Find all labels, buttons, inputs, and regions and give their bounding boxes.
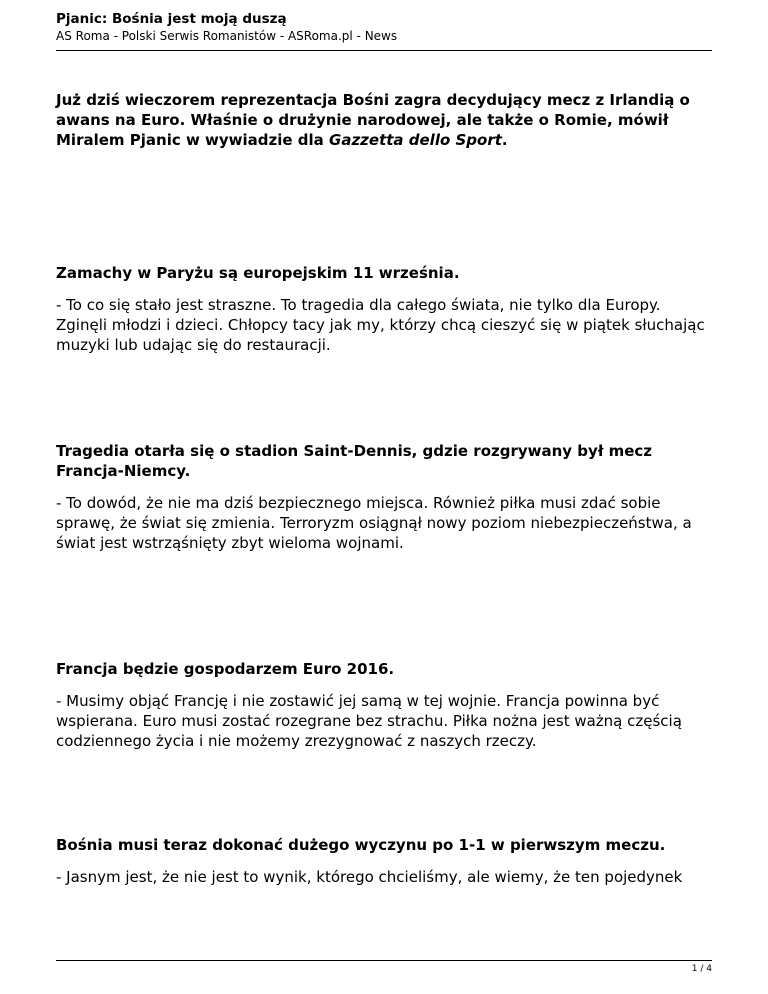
article-lead <box>56 90 716 150</box>
interview-section <box>56 835 716 887</box>
interview-answer: - Musimy objąć Francję i nie zostawić jej samą w tej wojnie. Francja powinna być wspierana. Euro musi zostać rozegrane bez strachu. Piłka nożna jest ważną częścią codziennego życia i nie możemy zrezygnować z naszych rzeczy. <box>56 692 682 750</box>
interview-section <box>56 659 716 751</box>
lead-text: Już dziś wieczorem reprezentacja Bośni zagra decydujący mecz z Irlandią o awans na Euro. Właśnie o drużynie narodowej, ale także o Romie, mówił Miralem Pjanic w wywiadzie dla <box>56 91 690 149</box>
interview-question: Tragedia otarła się o stadion Saint-Dennis, gdzie rozgrywany był mecz Francja-Niemcy. <box>56 442 653 480</box>
page-number: 1 / 4 <box>691 964 712 974</box>
publication-name: Gazzetta dello Sport <box>329 131 502 149</box>
interview-answer: - To dowód, że nie ma dziś bezpiecznego miejsca. Również piłka musi zdać sobie sprawę, że świat się zmienia. Terroryzm osiągnął nowy poziom niebezpieczeństwa, a świat jest wstrząśnięty zbyt wieloma wojnami. <box>56 494 692 552</box>
article-body <box>56 90 716 887</box>
interview-question: Bośnia musi teraz dokonać dużego wyczynu po 1-1 w pierwszym meczu. <box>56 836 666 854</box>
interview-question: Francja będzie gospodarzem Euro 2016. <box>56 660 395 678</box>
interview-section <box>56 263 716 355</box>
site-name: AS Roma - Polski Serwis Romanistów - ASRoma.pl - News <box>56 29 398 43</box>
document-title: Pjanic: Bośnia jest moją duszą <box>56 11 287 27</box>
interview-question: Zamachy w Paryżu są europejskim 11 września. <box>56 264 460 282</box>
interview-answer: - To co się stało jest straszne. To tragedia dla całego świata, nie tylko dla Europy. Zginęli młodzi i dzieci. Chłopcy tacy jak my, którzy chcą cieszyć się w piątek słuchając muzyki lub udając się do restauracji. <box>56 296 705 354</box>
interview-answer: - Jasnym jest, że nie jest to wynik, którego chcieliśmy, ale wiemy, że ten pojedynek <box>56 868 683 886</box>
header-divider <box>56 50 712 51</box>
lead-end: . <box>501 131 508 149</box>
interview-section <box>56 441 716 553</box>
footer-divider <box>56 960 712 961</box>
page-header <box>56 10 712 44</box>
